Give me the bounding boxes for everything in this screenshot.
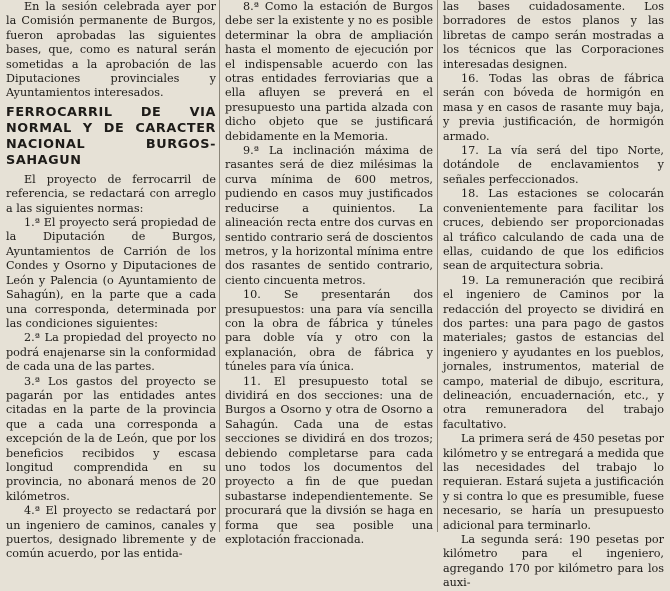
norm-11: 11. El presupuesto total se dividirá en dos secciones: una de Burgos a Osorno y otra de Osorno a Sahagún. Cada una de estas secciones se dividirá en dos trozos; debiendo completarse para cada uno todos los documentos del proyecto a fin de que puedan subastarse independientemente. Se procurará que la divsión se haga en forma que sea posible una explotación fraccionada.: [225, 374, 433, 547]
norm-18: 18. Las estaciones se colocarán convenientemente para facilitar los cruces, debiendo ser proporcionadas al tráfico calculando de cada una de ellas, cuidando de que los edificios sean de arquitectura sobria.: [443, 187, 664, 273]
article-heading: FERROCARRIL DE VIA NORMAL Y DE CARACTER NACIONAL BURGOS-SAHAGUN: [6, 104, 216, 168]
column-2: [225, 0, 433, 547]
norm-9: 9.ª La inclinación máxima de rasantes será de diez milésimas la curva mínima de 600 metros, pudiendo en casos muy justificados reducirse a quinientos. La alineación recta entre dos curvas en sentido contrario será de doscientos metros, y la horizontal mínima entre dos rasantes de sentido contrario, ciento cincuenta metros.: [225, 144, 433, 287]
column-rule: [219, 0, 220, 532]
norm-17: 17. La vía será del tipo Norte, dotándole de enclavamientos y señales perfeccionados.: [443, 144, 664, 186]
lead-paragraph: El proyecto de ferrocarril de referencia, se redactará con arreglo a las siguientes normas:: [6, 172, 216, 215]
norm-10: 10. Se presentarán dos presupuestos: una para vía sencilla con la obra de fábrica y túneles para doble vía y otro con la explanación, obra de fábrica y túneles para vía única.: [225, 288, 433, 374]
norm-16: 16. Todas las obras de fábrica serán con bóveda de hormigón en masa y en casos de rasante muy baja, y previa justificación, de hormigón armado.: [443, 72, 664, 143]
norm-19: 19. La remuneración que recibirá el ingeniero de Caminos por la redacción del proyecto se dividirá en dos partes: una para pago de gastos materiales; gastos de estancias del ingeniero y ayudantes en los pueblos, jornales, instrumentos, material de campo, material de dibujo, escritura, delineación, encuadernación, etc., y otra remuneradora del trabajo facultativo.: [443, 273, 664, 431]
norm-19-second-part: La segunda será: 190 pesetas por kilómetro para el ingeniero, agregando 170 por kilómetro para los auxi-: [443, 533, 664, 590]
column-rule: [437, 0, 438, 532]
norm-8: 8.ª Como la estación de Burgos debe ser la existente y no es posible determinar la obra de ampliación hasta el momento de ejecución por el indispensable acuerdo con las otras entidades ferroviarias que a ella afluyen se preverá en el presupuesto una partida alzada con dicho objeto que se justificará debidamente en la Memoria.: [225, 0, 433, 143]
norm-2: 2.ª La propiedad del proyecto no podrá enajenarse sin la conformidad de cada una de las partes.: [6, 331, 216, 374]
continued-paragraph: las bases cuidadosamente. Los borradores de estos planos y las libretas de campo serán mostradas a los técnicos que las Corporaciones interesadas designen.: [443, 0, 664, 71]
norm-3: 3.ª Los gastos del proyecto se pagarán por las entidades antes citadas en la parte de la provincia que a cada una corresponda a excepción de la de León, que por los beneficios recibidos y escasa longitud comprendida en su provincia, no abonará menos de 20 kilómetros.: [6, 374, 216, 503]
column-3: [443, 0, 664, 590]
column-1: [6, 0, 216, 561]
intro-paragraph: En la sesión celebrada ayer por la Comisión permanente de Burgos, fueron aprobadas las siguientes bases, que, como es natural serán sometidas a la aprobación de las Diputaciones provinciales y Ayuntamientos interesados.: [6, 0, 216, 100]
norm-1: 1.ª El proyecto será propiedad de la Diputación de Burgos, Ayuntamientos de Carrión de los Condes y Osorno y Diputaciones de León y Palencia (o Ayuntamiento de Sahagún), en la parte que a cada una corresponda, determinada por las condiciones siguientes:: [6, 216, 216, 330]
norm-4: 4.ª El proyecto se redactará por un ingeniero de caminos, canales y puertos, designado libremente y de común acuerdo, por las entida-: [6, 504, 216, 561]
norm-19-first-part: La primera será de 450 pesetas por kilómetro y se entregará a medida que las necesidades del trabajo lo requieran. Estará sujeta a justificación y si contra lo que es presumible, fuese necesario, se haría un presupuesto adicional para terminarlo.: [443, 432, 664, 532]
